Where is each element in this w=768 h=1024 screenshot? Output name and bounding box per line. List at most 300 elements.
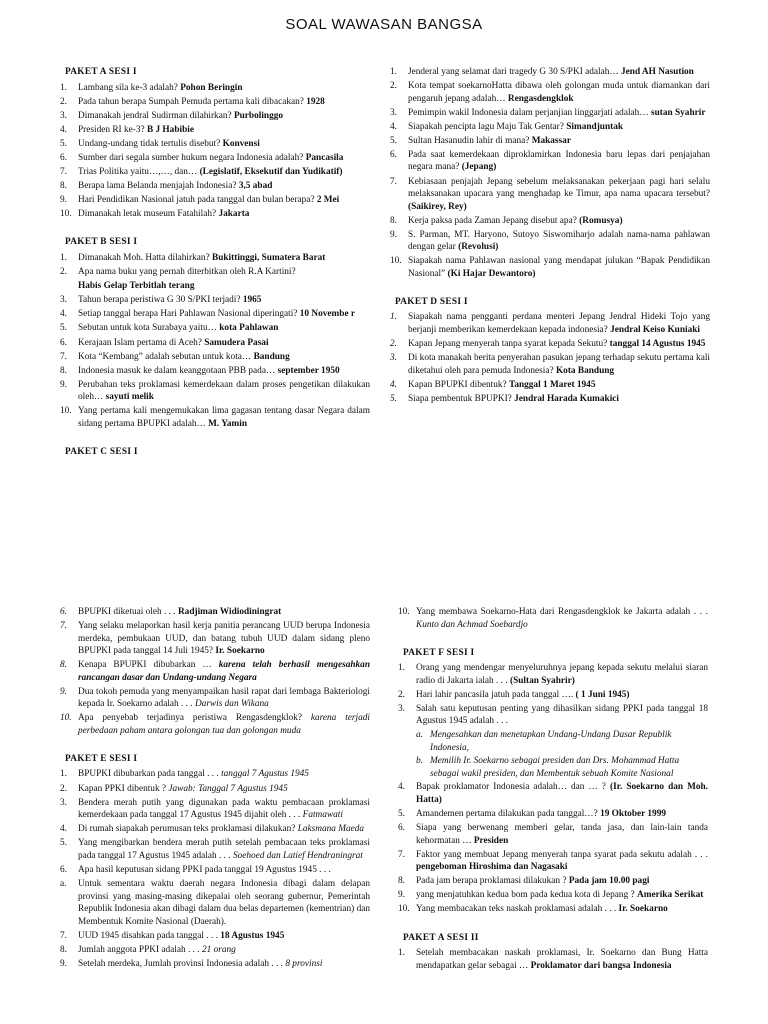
question-body: Kota tempat soekarnoHatta dibawa oleh golongan muda untuk diamankan dari pengaruh jepang adalah…: [408, 81, 710, 104]
question-number: 8.: [398, 876, 405, 887]
question-text: [78, 783, 370, 796]
question-text: [416, 903, 708, 916]
question-item: [60, 768, 370, 781]
question-text: [78, 686, 370, 711]
question-text: [78, 837, 370, 862]
question-number: 10.: [398, 607, 410, 617]
answer-text: Kota Bandung: [555, 365, 615, 376]
question-number: 1.: [60, 82, 67, 93]
question-number: 10.: [60, 713, 72, 724]
question-body: Kapan Jepang menyerah tanpa syarat kepada Sekutu?: [408, 339, 608, 350]
question-number: 6.: [60, 864, 67, 875]
question-item: [398, 947, 708, 972]
question-body: Kerajaan Islam pertama di Aceh?: [78, 337, 202, 348]
question-text: [408, 80, 710, 105]
question-item: [60, 659, 370, 684]
question-body: Dimanakah Moh. Hatta dilahirkan?: [78, 252, 210, 263]
question-body: Sumber dari segala sumber hukum negara Indonesia adalah?: [78, 152, 304, 163]
question-text: [416, 822, 708, 847]
answer-text: (Ir. Soekarno dan Moh. Hatta): [416, 782, 709, 805]
question-item: [60, 944, 370, 957]
answer-text: tanggal 14 Agustus 1945: [609, 339, 706, 350]
answer-text: Radjiman Widiodiningrat: [177, 607, 282, 617]
question-number: 1.: [398, 663, 405, 674]
question-body: Apa penyebab terjadinya peristiwa Rengasdengklok?: [78, 713, 302, 724]
question-body: Faktor yang membuat Jepang menyerah tanpa syarat pada sekutu adalah . . .: [416, 849, 708, 860]
question-body: Bendera merah putih yang digunakan pada waktu pembacaan proklamasi kemerdekaan pada tanggal 17 Agustus 1945 dijahit oleh . . .: [78, 797, 370, 821]
question-text: [78, 208, 370, 221]
question-item: [60, 266, 370, 279]
question-number: 1.: [398, 948, 405, 959]
question-body: Hari lahir pancasila jatuh pada tanggal ….: [416, 689, 574, 700]
question-text: [416, 606, 708, 631]
question-item: [60, 152, 370, 165]
answer-text: Ir. Soekarno: [618, 904, 668, 915]
question-number: 8.: [60, 365, 67, 376]
question-text: [416, 689, 708, 702]
question-number: 2.: [60, 267, 67, 278]
question-body: Pemimpin wakil Indonesia dalam perjanjian linggarjati adalah…: [408, 107, 649, 118]
question-item: [390, 80, 710, 105]
question-number: 9.: [60, 686, 67, 697]
question-item: [60, 166, 370, 179]
question-text: [78, 96, 370, 109]
question-text: [78, 152, 370, 165]
question-item: [60, 322, 370, 335]
answer-text: Konvensi: [222, 138, 260, 149]
question-number: 2.: [60, 96, 67, 107]
answer-text: Tanggal 1 Maret 1945: [508, 379, 596, 390]
column-top-left: [60, 66, 370, 461]
section-gap: [60, 222, 370, 236]
question-body: Perubahan teks proklamasi kemerdekaan dalam proses pengetikan dilakukan oleh…: [78, 379, 370, 403]
answer-text: Jakarta: [218, 209, 250, 220]
answer-text: 1965: [242, 295, 262, 306]
answer-text: M. Yamin: [208, 418, 248, 429]
question-text: [416, 781, 708, 806]
question-text: [78, 322, 370, 335]
question-item: [60, 124, 370, 137]
question-body: Siapa yang berwenang memberi gelar, tanda jasa, dan lain-lain tanda kehormatan …: [416, 823, 708, 846]
answer-text: 3,5 abad: [238, 181, 273, 192]
question-number: 9.: [60, 195, 67, 206]
answer-text: Makassar: [531, 135, 571, 146]
answer-text: (Legislatif, Eksekutif dan Yudikatif): [199, 167, 343, 178]
answer-text: (Jepang): [461, 162, 497, 173]
question-text: [78, 166, 370, 179]
answer-text: Fatmawati: [302, 810, 343, 821]
question-item: [60, 797, 370, 822]
question-number: 9.: [60, 958, 67, 969]
question-text: [78, 124, 370, 137]
question-text: [78, 337, 370, 350]
column-bottom-right: [398, 606, 708, 974]
question-number: 5.: [60, 838, 67, 849]
section-heading: PAKET E SESI I: [65, 753, 138, 764]
question-number: 3.: [60, 295, 67, 306]
question-item: [390, 149, 710, 174]
question-body: Indonesia masuk ke dalam keanggotaan PBB pada…: [78, 365, 276, 376]
section-gap: [390, 282, 710, 296]
question-body: Kebiasaan penjajah Jepang sebelum melaksanakan pekerjaan pagi hari selalu melaksanakan upacara yang menghadap ke Timur, apa nama upacara tersebut?: [408, 176, 710, 200]
question-number: 2.: [390, 339, 397, 350]
question-body: Siapakah nama Pahlawan nasional yang mendapat julukan “Bapak Pendidikan Nasional”: [408, 256, 710, 279]
question-body: Apa hasil keputusan sidang PPKI pada tanggal 19 Agustus 1945 . . .: [78, 864, 331, 875]
question-body: BPUPKI diketuai oleh . . .: [78, 607, 176, 617]
question-item: [398, 875, 708, 888]
sub-text: Mengesahkan dan menetapkan Undang-Undang Dasar Republik Indonesia,: [430, 730, 672, 753]
answer-text: Bandung: [253, 351, 290, 362]
question-number: 4.: [60, 824, 67, 835]
question-text: [78, 308, 370, 321]
question-number: 1.: [60, 769, 67, 780]
question-text: [78, 180, 370, 193]
question-text: [408, 393, 710, 406]
question-item: [398, 662, 708, 687]
question-body: Kota “Kembang” adalah sebutan untuk kota…: [78, 351, 252, 362]
question-body: Salah satu keputusan penting yang dihasilkan sidang PPKI pada tanggal 18 Agustus 1945 adalah . . .: [416, 703, 708, 727]
answer-text: Bukittinggi, Sumatera Barat: [212, 252, 326, 263]
question-number: 10.: [398, 904, 410, 915]
question-number: 4.: [60, 309, 67, 320]
question-number: 1.: [390, 67, 397, 77]
question-body: Untuk sementara waktu daerah negara Indonesia dibagi dalam delapan provinsi yang masing-masing dikepalai oleh seorang gubernur, Pemerintah Republik Indonesia akan dibagi dalam dua belas departemen (kementrian) dan Membentuk Komite Nasional (Daerah).: [78, 879, 370, 927]
question-number: 8.: [60, 181, 67, 192]
question-body: Siapakah pencipta lagu Maju Tak Gentar?: [408, 121, 564, 132]
answer-text: Pada jam 10.00 pagi: [568, 876, 650, 887]
question-body: Yang pertama kali mengemukakan lima gagasan tentang dasar Negara dalam sidang pertama BPUPKI adalah…: [78, 406, 370, 429]
question-number: 10.: [390, 256, 402, 267]
question-number: 5.: [60, 138, 67, 149]
question-item: [390, 352, 710, 377]
question-number: 9.: [398, 890, 405, 901]
question-item: [398, 903, 708, 916]
question-text: [408, 66, 710, 79]
question-number: 7.: [60, 621, 67, 632]
answer-text: september 1950: [277, 365, 340, 376]
question-item: [390, 255, 710, 280]
question-item: [60, 294, 370, 307]
sub-item: [416, 755, 708, 780]
question-body: Sultan Hasanudin lahir di mana?: [408, 135, 530, 146]
question-number: 7.: [60, 351, 67, 362]
question-item: [390, 338, 710, 351]
question-body: Sebutan untuk kota Surabaya yaitu…: [78, 323, 217, 334]
answer-text: Amerika Serikat: [637, 890, 704, 901]
question-body: Amandemen pertama dilakukan pada tanggal…?: [416, 808, 598, 819]
question-item: [390, 229, 710, 254]
question-number: 7.: [60, 930, 67, 941]
question-item: [398, 703, 708, 728]
question-item: [60, 837, 370, 862]
question-number: 3.: [398, 703, 405, 714]
sub-item: [416, 729, 708, 754]
answer-text: Soehoed dan Latief Hendraningrat: [232, 850, 363, 861]
question-body: Yang membawa Soekarno-Hata dari Rengasdengklok ke Jakarta adalah . . .: [416, 607, 708, 617]
column-top-right: [390, 66, 710, 407]
question-number: 3.: [60, 110, 67, 121]
question-item: [60, 252, 370, 265]
question-body: Pada saat kemerdekaan diproklamirkan Indonesia baru lepas dari penjajahan negara mana?: [408, 149, 710, 173]
question-text: [416, 808, 708, 821]
answer-text: Laksmana Maeda: [297, 824, 365, 835]
question-number: 5.: [390, 135, 397, 146]
question-body: Presiden RI ke-3?: [78, 124, 145, 135]
question-body: Kapan PPKI dibentuk ?: [78, 783, 167, 794]
answer-text: (Romusya): [579, 215, 623, 226]
question-item: [60, 379, 370, 404]
answer-text: 1928: [306, 96, 325, 107]
question-number: 5.: [398, 808, 405, 819]
question-body: Di kota manakah berita penyerahan pasukan jepang terhadap sekutu pertama kali diketahui oleh para pemuda Indonesia?: [408, 353, 710, 376]
answer-text: (Saikirey, Rey): [408, 201, 467, 212]
question-item: [60, 110, 370, 123]
question-text: [416, 703, 708, 728]
question-body: Dua tokoh pemuda yang menyampaikan hasil rapat dari lembaga Bakteriologi kepada Ir. Soekarno adalah . . .: [78, 686, 370, 710]
question-text: [408, 255, 710, 280]
question-number: 6.: [60, 607, 67, 617]
question-body: Jumlah anggota PPKI adalah . . .: [78, 944, 200, 955]
question-text: [78, 606, 370, 619]
question-item: [390, 176, 710, 214]
question-text: [408, 229, 710, 254]
question-item: [390, 393, 710, 406]
question-body: Pada tahun berapa Sumpah Pemuda pertama kali dibacakan?: [78, 96, 304, 107]
question-number: 1.: [60, 252, 67, 263]
question-text: [78, 110, 370, 123]
question-text: [78, 138, 370, 151]
question-text: [78, 294, 370, 307]
question-number: 4.: [390, 121, 397, 132]
question-item: [60, 82, 370, 95]
question-text: [78, 266, 370, 279]
question-item: [60, 180, 370, 193]
question-body: Pada jam berapa proklamasi dilakukan ?: [416, 876, 567, 887]
sub-label: b.: [416, 756, 423, 767]
answer-text: ( 1 Juni 1945): [575, 689, 630, 700]
question-text: [78, 768, 370, 781]
question-item: [60, 606, 370, 619]
question-text: [78, 944, 370, 957]
answer-text: Samudera Pasai: [204, 337, 269, 348]
question-item: [390, 379, 710, 392]
sub-text: Memilih Ir. Soekarno sebagai presiden dan Drs. Mohammad Hatta sebagai wakil presiden, dan Membentuk sebuah Komite Nasional: [430, 756, 680, 779]
question-item: [60, 864, 370, 877]
question-text: [78, 82, 370, 95]
answer-text: (Revolusi): [458, 242, 499, 253]
section-gap: [60, 432, 370, 446]
answer-text: sutan Syahrir: [650, 107, 706, 118]
column-bottom-left: [60, 606, 370, 972]
answer-text: (Ki Hajar Dewantoro): [447, 268, 536, 279]
question-body: Kapan BPUPKI dibentuk?: [408, 379, 507, 390]
answer-text: 8 provinsi: [285, 958, 323, 969]
answer-text: (Sultan Syahrir): [509, 675, 575, 686]
section-heading: PAKET C SESI I: [65, 446, 138, 457]
question-item: [60, 620, 370, 658]
page-title: SOAL WAWASAN BANGSA: [285, 16, 483, 33]
question-number: 3.: [390, 353, 397, 364]
question-item: [398, 889, 708, 902]
question-text: [78, 194, 370, 207]
answer-text: Jendral Keiso Kuniaki: [610, 324, 701, 335]
section-heading: PAKET F SESI I: [403, 647, 475, 658]
question-body: Dimanakah jendral Sudirman dilahirkan?: [78, 110, 232, 121]
question-number: 9.: [60, 379, 67, 390]
question-text: [416, 947, 708, 972]
question-item: [398, 822, 708, 847]
answer-text: 2 Mei: [316, 195, 340, 206]
question-text: [78, 797, 370, 822]
question-body: Jenderal yang selamat dari tragedy G 30 S/PKI adalah…: [408, 67, 619, 77]
answer-text: B J Habibie: [146, 124, 194, 135]
section-heading: PAKET A SESI II: [403, 932, 479, 943]
question-item: [398, 689, 708, 702]
question-text: [416, 849, 708, 874]
question-text: [416, 662, 708, 687]
question-number: 6.: [398, 823, 405, 834]
question-body: UUD 1945 disahkan pada tanggal . . .: [78, 930, 218, 941]
question-number: 6.: [60, 337, 67, 348]
answer-text: Darwis dan Wikana: [194, 699, 269, 710]
question-number: 8.: [60, 944, 67, 955]
question-body: S. Parman, MT. Haryono, Sutoyo Siswomiharjo adalah nama-nama pahlawan dengan gelar: [408, 229, 710, 253]
question-body: yang menjatuhkan kedua bom pada kedua kota di Jepang ?: [416, 890, 635, 901]
question-body: Yang membacakan teks naskah proklamasi adalah . . .: [416, 904, 617, 915]
question-number: 3.: [60, 797, 67, 808]
question-item: [390, 215, 710, 228]
question-number: 7.: [390, 176, 397, 187]
answer-text: Kunto dan Achmad Soebardjo: [416, 619, 528, 630]
sub-label: a.: [416, 730, 423, 741]
section-heading: PAKET A SESI I: [65, 67, 137, 77]
answer-text: Jend AH Nasution: [621, 67, 694, 77]
question-body: Di rumah siapakah perumusan teks proklamasi dilakukan?: [78, 824, 296, 835]
question-item: [60, 208, 370, 221]
answer-text: Ir. Soekarno: [215, 646, 265, 657]
question-body: Bapak proklamator Indonesia adalah… dan … ?: [416, 782, 606, 793]
question-item: [390, 107, 710, 120]
question-number: 5.: [60, 323, 67, 334]
section-gap: [398, 633, 708, 647]
answer-text: 21 orang: [201, 944, 236, 955]
question-number: 2.: [390, 81, 397, 92]
question-text: [78, 365, 370, 378]
question-item: [398, 781, 708, 806]
question-item: [390, 311, 710, 336]
question-item: [398, 849, 708, 874]
question-item: [390, 121, 710, 134]
answer-text: pengeboman Hiroshima dan Nagasaki: [416, 862, 568, 873]
question-number: 4.: [398, 782, 405, 793]
question-number: 9.: [390, 229, 397, 240]
answer-text: 19 Oktober 1999: [600, 808, 667, 819]
question-body: Kenapa BPUPKI dibubarkan …: [78, 660, 212, 671]
answer-text: Rengasdengklok: [507, 93, 574, 104]
question-number: 6.: [60, 152, 67, 163]
question-text: [408, 311, 710, 336]
question-number: 2.: [398, 689, 405, 700]
question-body: Orang yang mendengar menyeluruhnya jepang kepada sekutu melalui siaran radio di Jakarta ialah . . .: [416, 663, 708, 686]
question-number: 6.: [390, 149, 397, 160]
question-body: Apa nama buku yang pernah diterbitkan oleh R.A Kartini?: [78, 267, 296, 278]
question-number: 5.: [390, 393, 397, 404]
question-item: [60, 365, 370, 378]
question-body: Yang selaku melaporkan hasil kerja panitia perancang UUD berupa Indonesia merdeka, pembukaan UUD, dan batang tubuh UUD dalam sidang pleno BPUPKI pada tanggal 14 Juli 1945?: [78, 621, 370, 657]
question-item: [60, 337, 370, 350]
question-item: [60, 308, 370, 321]
question-text: [78, 659, 370, 684]
question-number: 3.: [390, 107, 397, 118]
question-text: [416, 875, 708, 888]
question-text: [408, 379, 710, 392]
question-item: [390, 66, 710, 79]
question-text: [416, 889, 708, 902]
answer-text: karena terjadi perbedaan paham antara golongan tua dan golongan muda: [78, 713, 370, 736]
question-item: [398, 606, 708, 631]
answer-text: Proklamator dari bangsa Indonesia: [530, 960, 672, 971]
question-item: [390, 135, 710, 148]
question-body: Setiap tanggal berapa Hari Pahlawan Nasional diperingati?: [78, 309, 298, 320]
answer-text: tanggal 7 Agustus 1945: [221, 769, 309, 780]
answer-text: 18 Agustus 1945: [220, 930, 285, 941]
answer-text: 10 Novembe r: [299, 309, 356, 320]
question-item: [60, 878, 370, 928]
answer-text: sayuti melik: [105, 392, 154, 403]
question-text: [78, 864, 370, 877]
answer-text: Simandjuntak: [566, 121, 624, 132]
answer-text: Jendral Harada Kumakici: [514, 393, 619, 404]
question-body: Dimanakah letak museum Fatahilah?: [78, 209, 217, 220]
question-item: [60, 930, 370, 943]
question-text: [78, 620, 370, 658]
question-number: 7.: [60, 167, 67, 178]
question-item: [60, 823, 370, 836]
question-number: 4.: [390, 379, 397, 390]
question-number: 10.: [60, 406, 72, 417]
question-text: [408, 135, 710, 148]
question-number: a.: [60, 879, 67, 890]
question-item: [60, 96, 370, 109]
question-text: [78, 878, 370, 928]
section-heading: PAKET D SESI I: [395, 296, 468, 307]
question-number: 7.: [398, 849, 405, 860]
answer-text: Pancasila: [305, 152, 344, 163]
answer-text: Jawab: Tanggal 7 Agustus 1945: [168, 783, 288, 794]
question-text: [408, 215, 710, 228]
question-item: [60, 194, 370, 207]
question-item: [60, 712, 370, 737]
question-number: 1.: [390, 312, 397, 323]
answer-text: Habis Gelap Terbitlah terang: [78, 281, 195, 292]
question-body: BPUPKI dibubarkan pada tanggal . . .: [78, 769, 219, 780]
section-gap: [60, 739, 370, 753]
question-item: [60, 958, 370, 971]
question-text: [78, 823, 370, 836]
question-item: [398, 808, 708, 821]
question-body: Trias Politika yaitu…,…, dan…: [78, 167, 198, 178]
question-body: Siapa pembentuk BPUPKI?: [408, 393, 512, 404]
question-text: [78, 252, 370, 265]
answer-text: Pohon Beringin: [180, 82, 243, 93]
question-item: [60, 138, 370, 151]
question-body: Setelah merdeka, Jumlah provinsi Indonesia adalah . . .: [78, 958, 283, 969]
question-body: Yang mengibarkan bendera merah putih setelah pembacaan teks proklamasi pada tanggal 17 Agustus 1945 adalah . . .: [78, 838, 370, 861]
question-text: [78, 930, 370, 943]
question-number: 8.: [390, 215, 397, 226]
question-body: Undang-undang tidak tertulis disebut?: [78, 138, 221, 149]
question-number: 2.: [60, 783, 67, 794]
